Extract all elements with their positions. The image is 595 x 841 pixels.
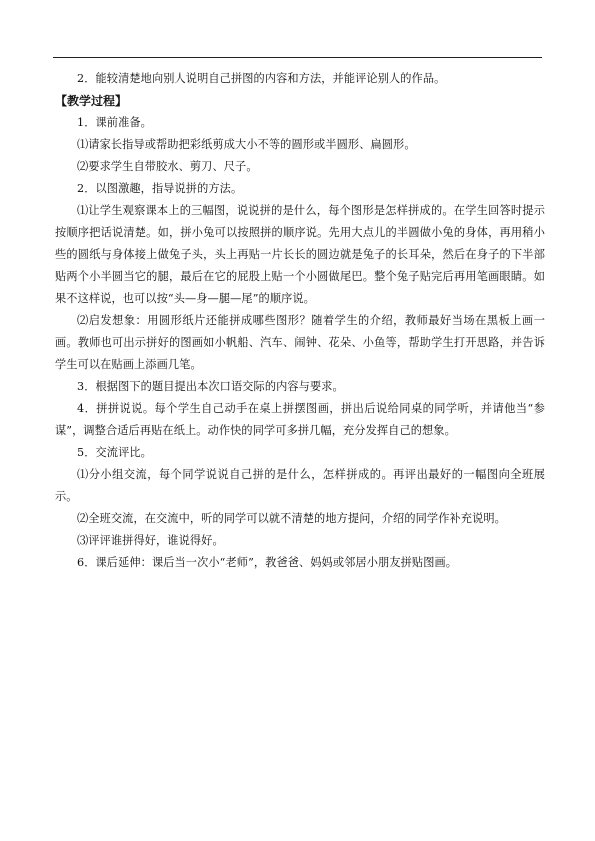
- paragraph: 2．以图激趣，指导说拼的方法。: [77, 182, 243, 195]
- paragraph: ⑶评评谁拼得好，谁说得好。: [77, 534, 224, 547]
- paragraph: ⑵启发想象：用圆形纸片还能拼成哪些图形？随着学生的介绍，教师最好当场在黑板上画一画。教师也可出示拼好的图画如小帆船、汽车、闹钟、花朵、小鱼等，帮助学生打开思路，并告诉学生可以在贴画上添画几笔。: [55, 314, 545, 371]
- paragraph: ⑵要求学生自带胶水、剪刀、尺子。: [77, 160, 258, 173]
- paragraph: 6．课后延伸：课后当一次小“老师”，教爸爸、妈妈或邻居小朋友拼贴图画。: [77, 556, 458, 569]
- paragraph: 4．拼拼说说。每个学生自己动手在桌上拼摆图画，拼出后说给同桌的同学听，并请他当“参谋”，调整合适后再贴在纸上。动作快的同学可多拼几幅，充分发挥自己的想象。: [55, 402, 545, 437]
- paragraph: ⑴分小组交流，每个同学说说自己拼的是什么，怎样拼成的。再评出最好的一幅图向全班展示。: [55, 468, 545, 503]
- section-heading: 【教学过程】: [55, 94, 128, 108]
- document-body: [55, 68, 545, 574]
- paragraph: 1．课前准备。: [77, 116, 152, 129]
- intro-goal: 2．能较清楚地向别人说明自己拼图的内容和方法，并能评论别人的作品。: [77, 72, 446, 85]
- paragraph: ⑵全班交流，在交流中，听的同学可以就不清楚的地方提问，介绍的同学作补充说明。: [77, 512, 506, 525]
- paragraph: 5．交流评比。: [77, 446, 152, 459]
- paragraph: ⑴让学生观察课本上的三幅图，说说拼的是什么，每个图形是怎样拼成的。在学生回答时提示按顺序把话说清楚。如，拼小兔可以按照拼的顺序说。先用大点儿的半圆做小兔的身体，再用稍小些的圆纸与身体接上做兔子头，头上再贴一片长长的圆边就是兔子的长耳朵，然后在身子的下半部贴两个小半圆当它的腿，最后在它的屁股上贴一个小圆做尾巴。整个兔子贴完后再用笔画眼睛。如果不这样说，也可以按“头—身—腿—尾”的顺序说。: [55, 204, 545, 305]
- paragraph: ⑴请家长指导或帮助把彩纸剪成大小不等的圆形或半圆形、扁圆形。: [77, 138, 416, 151]
- header-rule: [53, 57, 542, 58]
- paragraph: 3．根据图下的题目提出本次口语交际的内容与要求。: [77, 380, 344, 393]
